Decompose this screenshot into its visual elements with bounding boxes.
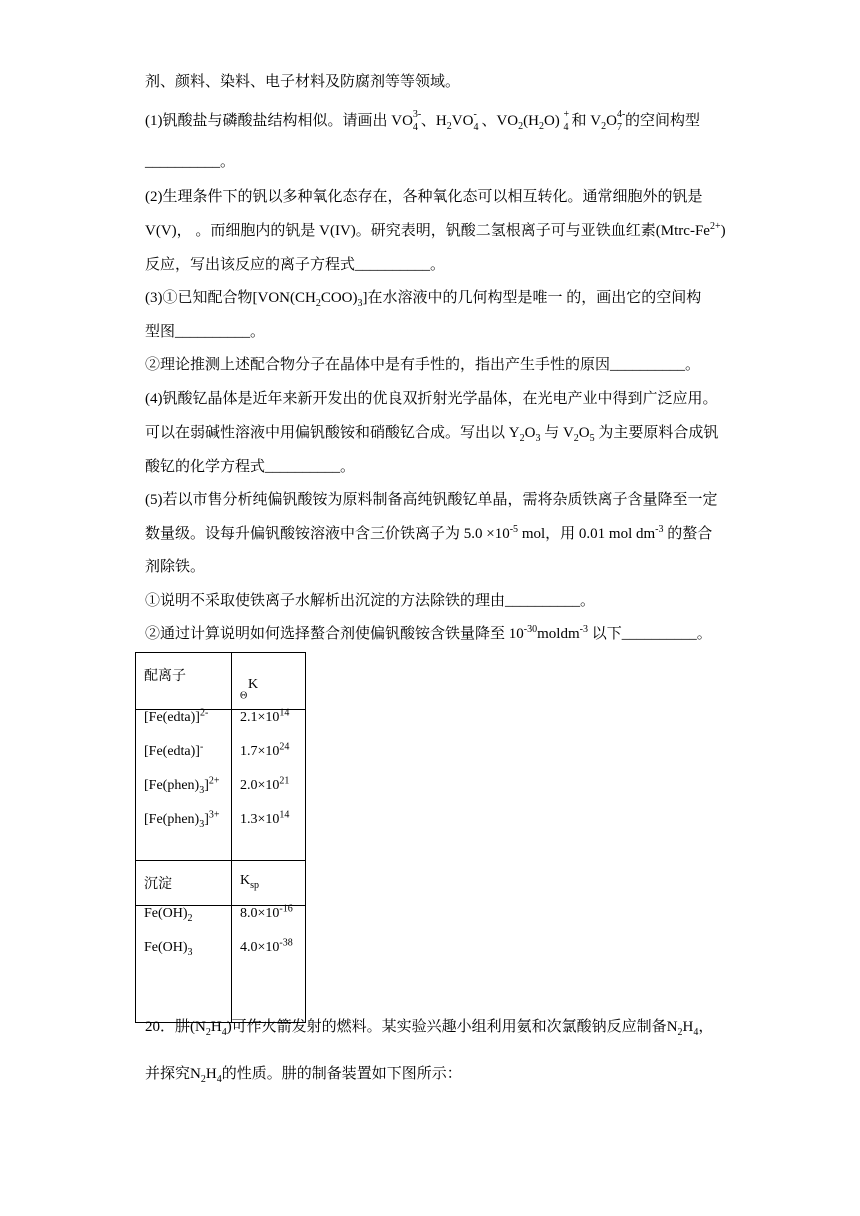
v2o7-charge: 4- 7 bbox=[616, 108, 626, 133]
question-2-line-3: 反应，写出该反应的离子方程式__________。 bbox=[145, 257, 446, 273]
question-4-line-2: 可以在弱碱性溶液中用偏钒酸铵和硝酸钇合成。写出以 $Y_2O_3$ 与 $V_2O_5$ 为主要原料合成钒 bbox=[145, 425, 719, 444]
precipitate-cell: $Fe(OH)_2$ bbox=[144, 906, 193, 924]
cation-charge: + 4 bbox=[563, 108, 570, 133]
question-5-line-3: 剂除铁。 bbox=[145, 559, 206, 575]
question-4-line-3: 酸钇的化学方程式__________。 bbox=[145, 459, 356, 475]
question-20-line-1: 20．肼$(N_2H_4)$可作火箭发射的燃料。某实验兴趣小组利用氨和次氯酸钠反应制备$N_2H_4$， bbox=[145, 1019, 714, 1038]
header-ksp: $K_{sp}$ bbox=[240, 873, 260, 891]
k-value-cell: $1.7\times 10^{24}$ bbox=[240, 741, 290, 759]
stability-constants-table bbox=[135, 652, 306, 1023]
precipitate-cell: $Fe(OH)_3$ bbox=[144, 940, 193, 958]
question-5-line-4: ①说明不采取使铁离子水解析出沉淀的方法除铁的理由__________。 bbox=[145, 593, 596, 609]
ion-cell: $[Fe(phen)_3]^{2+}$ bbox=[144, 775, 220, 796]
intro-line: 剂、颜料、染料、电子材料及防腐剂等等领域。 bbox=[145, 74, 461, 90]
ion-cell: [Fe(edta)]- bbox=[144, 741, 204, 759]
question-1-line: (1)钒酸盐与磷酸盐结构相似。请画出 VO 3- 4 、$H_2VO$ - 4 、$VO_2(H_2O)$ + 4 和 $V_2O$ 4- 7 的空间构型 bbox=[145, 108, 700, 133]
question-5-line-1: (5)若以市售分析纯偏钒酸铵为原料制备高纯钒酸钇单晶，需将杂质铁离子含量降至一定 bbox=[145, 492, 718, 508]
h2vo4-charge: - 4 bbox=[473, 108, 479, 133]
k-value-cell: $2.0\times 10^{21}$ bbox=[240, 775, 290, 793]
ksp-value-cell: $4.0\times 10^{-38}$ bbox=[240, 937, 293, 955]
question-2-line-1: (2)生理条件下的钒以多种氧化态存在，各种氧化态可以相互转化。通常细胞外的钒是 bbox=[145, 189, 703, 205]
vo4-charge: 3- 4 bbox=[412, 108, 422, 133]
table-ions-row bbox=[136, 710, 306, 861]
question-3-line-1: (3)①已知配合物$[VON(CH_2COO)_3]$在水溶液中的几何构型是唯一 的，画出它的空间构 bbox=[145, 290, 702, 309]
ion-cell: $[Fe(phen)_3]^{3+}$ bbox=[144, 809, 220, 830]
question-4-line-1: (4)钒酸钇晶体是近年来新开发出的优良双折射光学晶体，在光电产业中得到广泛应用。 bbox=[145, 391, 718, 407]
table-header-row bbox=[136, 653, 306, 710]
question-5-line-5: ②通过计算说明如何选择螯合剂使偏钒酸铵含铁量降至 $10^{-30}moldm^{-3}$ 以下__________。 bbox=[145, 624, 712, 642]
table-precipitate-header-row bbox=[136, 861, 306, 906]
header-complex-ion: 配离子 bbox=[144, 669, 186, 684]
header-precipitate: 沉淀 bbox=[144, 877, 172, 892]
question-5-line-2: 数量级。设每升偏钒酸铵溶液中含三价铁离子为 $5.0 \times 10^{-5}$ mol，用 0.01 mol $dm^{-3}$ 的螯合 bbox=[145, 524, 713, 542]
k-value-cell: $2.1\times 10^{14}$ bbox=[240, 707, 290, 725]
table-precipitate-row bbox=[136, 906, 306, 1023]
question-20-line-2: 并探究$N_2H_4$的性质。肼的制备装置如下图所示： bbox=[145, 1066, 462, 1085]
question-1-blank: __________。 bbox=[145, 154, 236, 170]
ksp-value-cell: $8.0\times 10^{-16}$ bbox=[240, 903, 293, 921]
k-value-cell: $1.3\times 10^{14}$ bbox=[240, 809, 290, 827]
ion-cell: [Fe(edta)]$^{2-}$ bbox=[144, 707, 209, 725]
question-2-line-2: V(V)， 。而细胞内的钒是 V(IV)。研究表明，钒酸二氢根离子可与亚铁血红素$(Mtrc-Fe^{2+})$ bbox=[145, 221, 726, 239]
question-3-line-3: ②理论推测上述配合物分子在晶体中是有手性的，指出产生手性的原因__________。 bbox=[145, 357, 701, 373]
question-3-line-2: 型图__________。 bbox=[145, 324, 266, 340]
header-k-theta: K $^\Theta$ bbox=[240, 677, 259, 702]
